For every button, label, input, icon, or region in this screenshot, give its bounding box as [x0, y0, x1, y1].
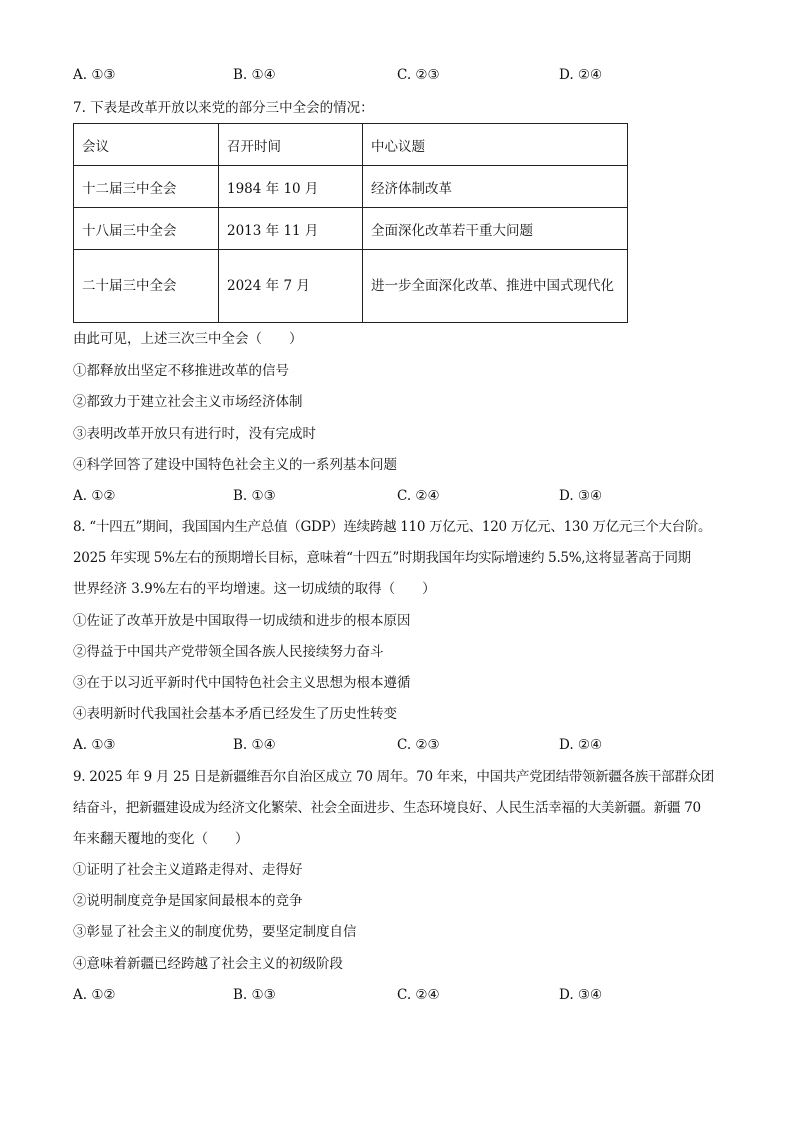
q7-option-a: A. ①②	[73, 488, 116, 504]
q8-statement-3: ③在于以习近平新时代中国特色社会主义思想为根本遵循	[73, 675, 411, 691]
q8-option-a: A. ①③	[73, 737, 116, 753]
q7-statement-1: ①都释放出坚定不移推进改革的信号	[73, 363, 289, 379]
table-cell: 十二届三中全会	[74, 166, 219, 208]
q7-option-c: C. ②④	[397, 488, 440, 504]
q7-statement-3: ③表明改革开放只有进行时，没有完成时	[73, 426, 316, 442]
q7-question: 由此可见，上述三次三中全会（ ）	[73, 331, 303, 347]
q8-statement-4: ④表明新时代我国社会基本矛盾已经发生了历史性转变	[73, 706, 397, 722]
table-row	[74, 208, 628, 250]
table-cell: 2024 年 7 月	[219, 250, 363, 323]
q9-statement-2: ②说明制度竞争是国家间最根本的竞争	[73, 893, 303, 909]
q9-statement-3: ③彰显了社会主义的制度优势，要坚定制度自信	[73, 924, 357, 940]
q6-option-b: B. ①④	[233, 67, 276, 83]
table-row	[74, 166, 628, 208]
q7-statement-4: ④科学回答了建设中国特色社会主义的一系列基本问题	[73, 457, 397, 473]
q8-options	[73, 735, 733, 755]
q9-statement-4: ④意味着新疆已经跨越了社会主义的初级阶段	[73, 956, 343, 972]
q8-stem-line-3: 世界经济 3.9%左右的平均增速。这一切成绩的取得（ ）	[73, 581, 436, 597]
table-cell: 进一步全面深化改革、推进中国式现代化	[363, 250, 628, 323]
q6-options	[73, 65, 733, 85]
q9-options	[73, 985, 733, 1005]
q8-stem-line-1: 8. “十四五”期间，我国国内生产总值（GDP）连续跨越 110 万亿元、120 万亿元、130 万亿元三个大台阶。	[73, 519, 712, 535]
q8-stem-line-2: 2025 年实现 5%左右的预期增长目标，意味着“十四五”时期我国年均实际增速约 5.5%,这将显著高于同期	[73, 550, 691, 566]
q8-option-c: C. ②③	[397, 737, 440, 753]
q9-stem-line-3: 年来翻天覆地的变化（ ）	[73, 831, 249, 847]
q9-statement-1: ①证明了社会主义道路走得对、走得好	[73, 862, 303, 878]
q8-option-d: D. ②④	[559, 737, 603, 753]
table-cell: 二十届三中全会	[74, 250, 219, 323]
q7-options	[73, 486, 733, 506]
q8-statement-2: ②得益于中国共产党带领全国各族人民接续努力奋斗	[73, 644, 384, 660]
table-header-row	[74, 124, 628, 166]
q7-statement-2: ②都致力于建立社会主义市场经济体制	[73, 394, 303, 410]
q9-stem-line-2: 结奋斗，把新疆建设成为经济文化繁荣、社会全面进步、生态环境良好、人民生活幸福的大美新疆。新疆 70	[73, 800, 701, 816]
table-cell: 十八届三中全会	[74, 208, 219, 250]
table-row	[74, 250, 628, 323]
table-header-cell: 召开时间	[219, 124, 363, 166]
table-cell: 2013 年 11 月	[219, 208, 363, 250]
table-cell: 经济体制改革	[363, 166, 628, 208]
table-cell: 1984 年 10 月	[219, 166, 363, 208]
q8-statement-1: ①佐证了改革开放是中国取得一切成绩和进步的根本原因	[73, 613, 411, 629]
q6-option-d: D. ②④	[559, 67, 603, 83]
q7-table	[73, 123, 628, 323]
table-header-cell: 会议	[74, 124, 219, 166]
q6-option-a: A. ①③	[73, 67, 116, 83]
table-header-cell: 中心议题	[363, 124, 628, 166]
q7-option-d: D. ③④	[559, 488, 603, 504]
q6-option-c: C. ②③	[397, 67, 440, 83]
table-cell: 全面深化改革若干重大问题	[363, 208, 628, 250]
q8-option-b: B. ①④	[233, 737, 276, 753]
q9-option-c: C. ②④	[397, 987, 440, 1003]
q9-stem-line-1: 9. 2025 年 9 月 25 日是新疆维吾尔自治区成立 70 周年。70 年来，中国共产党团结带领新疆各族干部群众团	[73, 769, 714, 785]
q9-option-b: B. ①③	[233, 987, 276, 1003]
q9-option-d: D. ③④	[559, 987, 603, 1003]
q7-option-b: B. ①③	[233, 488, 276, 504]
q7-stem: 7. 下表是改革开放以来党的部分三中全会的情况：	[73, 100, 374, 116]
q9-option-a: A. ①②	[73, 987, 116, 1003]
